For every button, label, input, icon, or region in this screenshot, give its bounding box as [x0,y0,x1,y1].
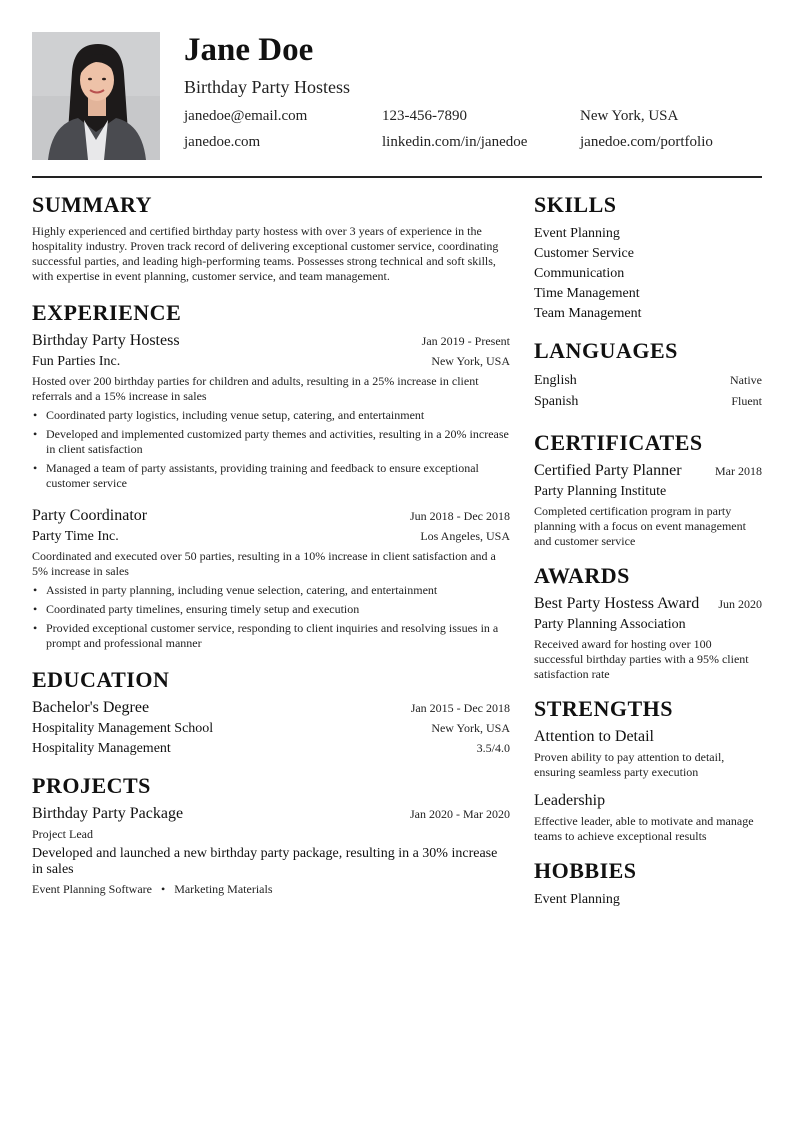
strength-description: Proven ability to pay attention to detail, ensuring seamless party execution [534,750,725,779]
language-level: Fluent [731,394,762,408]
job-description: Coordinated and executed over 50 parties, resulting in a 10% increase in client satisfaction and a 5% increase in sales [32,549,496,578]
job-bullet: • Developed and implemented customized party themes and activities, resulting in a 20% increase in client satisfaction [32,427,510,457]
language-name: Spanish [534,394,579,409]
education-gpa: 3.5/4.0 [476,741,510,755]
job-bullet: • Coordinated party logistics, including venue setup, catering, and entertainment [32,408,510,423]
award-date: Jun 2020 [718,597,762,611]
language-name: English [534,373,577,388]
header-divider [32,176,762,178]
strength-name: Attention to Detail [534,728,654,745]
job-location: New York, USA [431,354,510,368]
language-level: Native [730,373,762,387]
contact-website[interactable]: janedoe.com [184,134,261,150]
language-row [534,370,762,391]
certificate-name: Certified Party Planner [534,462,682,479]
hobbies-heading: HOBBIES [534,858,637,883]
education-location: New York, USA [431,721,510,735]
job-bullet: • Coordinated party timelines, ensuring timely setup and execution [32,602,510,617]
contact-portfolio[interactable]: janedoe.com/portfolio [580,134,713,150]
languages-list [534,370,762,412]
job-bullet: • Managed a team of party assistants, providing training and feedback to ensure exceptional customer service [32,461,510,491]
job-dates: Jan 2019 - Present [421,334,510,348]
project-tags [32,882,510,897]
job-position: Party Coordinator [32,507,148,524]
skills-list [534,224,762,324]
job-bullet: • Assisted in party planning, including venue selection, catering, and entertainment [32,583,510,598]
project-tag: Marketing Materials [174,882,273,896]
strength-description: Effective leader, able to motivate and manage teams to achieve exceptional results [534,814,754,843]
project-entry [32,805,510,897]
project-name: Birthday Party Package [32,805,184,822]
education-school: Hospitality Management School [32,721,214,736]
contact-location: New York, USA [580,108,679,124]
summary-text: Highly experienced and certified birthday party hostess with over 3 years of experience in the hospitality industry. Proven track record of delivering exceptional customer service, coordinating successful parties, and leading high-performing teams. Possesses strong technical and soft skills, with expertise in event planning, customer service, and team management. [32,224,499,283]
skills-heading: SKILLS [534,192,617,217]
resume-header [32,32,762,160]
education-degree: Bachelor's Degree [32,699,150,716]
project-description: Developed and launched a new birthday party package, resulting in a 30% increase in sales [32,846,498,877]
education-heading: EDUCATION [32,667,170,692]
project-role: Project Lead [32,827,93,841]
contact-grid [184,108,762,151]
hobbies-list [534,890,762,910]
job-position: Birthday Party Hostess [32,332,180,349]
award-entry [534,595,762,682]
strength-name: Leadership [534,792,606,809]
award-description: Received award for hosting over 100 successful birthday parties with a 95% client satisfaction rate [534,637,749,681]
education-entry [32,699,510,757]
languages-heading: LANGUAGES [534,338,678,363]
contact-phone[interactable]: 123-456-7890 [382,108,467,124]
job-bullets [32,408,510,491]
candidate-name: Jane Doe [184,32,314,68]
contact-linkedin[interactable]: linkedin.com/in/janedoe [382,134,528,150]
projects-heading: PROJECTS [32,773,151,798]
job-bullet: • Provided exceptional customer service, responding to client inquiries and resolving issues in a prompt and professional manner [32,621,510,651]
job-company: Fun Parties Inc. [32,354,121,369]
certificate-description: Completed certification program in party planning with a focus on event management and customer service [534,504,746,548]
job-bullets [32,583,510,651]
certificate-date: Mar 2018 [715,464,762,478]
award-name: Best Party Hostess Award [534,595,700,612]
profile-photo [32,32,160,160]
project-dates: Jan 2020 - Mar 2020 [410,807,510,821]
experience-entry [32,332,510,491]
strength-entry [534,792,762,844]
tag-separator: • [160,882,166,896]
candidate-role: Birthday Party Hostess [184,77,350,97]
job-dates: Jun 2018 - Dec 2018 [410,509,510,523]
right-column [534,192,762,910]
skill-item: Team Management [534,306,642,321]
award-issuer: Party Planning Association [534,617,686,632]
awards-heading: AWARDS [534,563,630,588]
skill-item: Event Planning [534,226,620,241]
certificate-entry [534,462,762,549]
skill-item: Time Management [534,286,640,301]
strengths-heading: STRENGTHS [534,696,673,721]
skill-item: Communication [534,266,625,281]
education-field: Hospitality Management [32,741,171,756]
hobby-item: Event Planning [534,892,620,907]
summary-heading: SUMMARY [32,192,153,217]
left-column [32,192,510,897]
job-description: Hosted over 200 birthday parties for children and adults, resulting in a 25% increase in client referrals and a 15% increase in sales [32,374,479,403]
job-location: Los Angeles, USA [420,529,510,543]
project-tag: Event Planning Software [32,882,152,896]
job-company: Party Time Inc. [32,529,119,544]
experience-heading: EXPERIENCE [32,300,182,325]
experience-entry [32,507,510,651]
certificate-issuer: Party Planning Institute [534,484,667,499]
contact-email[interactable]: janedoe@email.com [184,108,308,124]
education-dates: Jan 2015 - Dec 2018 [410,701,510,715]
certificates-heading: CERTIFICATES [534,430,703,455]
strength-entry [534,728,762,780]
language-row [534,391,762,412]
skill-item: Customer Service [534,246,634,261]
